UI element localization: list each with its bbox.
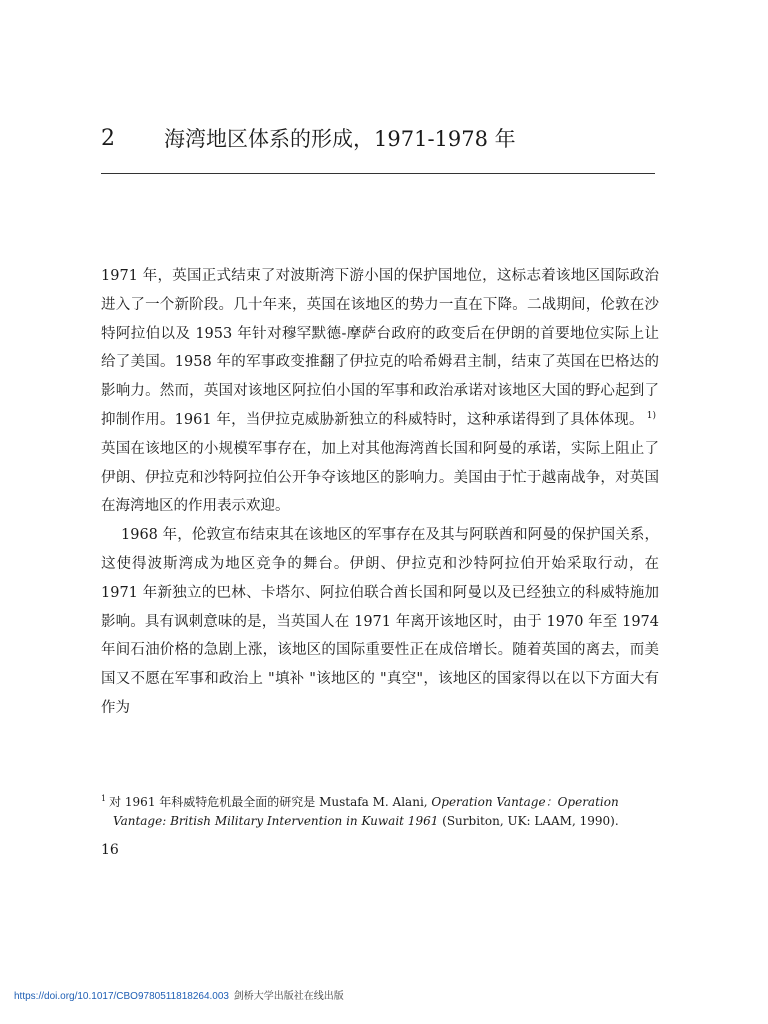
paragraph-2: 1968 年，伦敦宣布结束其在该地区的军事存在及其与阿联酋和阿曼的保护国关系，这使得波斯湾成为地区竞争的舞台。伊朗、伊拉克和沙特阿拉伯开始采取行动，在 1971 年新独立的巴林、卡塔尔、阿拉伯联合酋长国和阿曼以及已经独立的科威特施加影响。具有讽刺意味的是，当英国人在 1971 年离开该地区时，由于 1970 年至 1974 年间石油价格的急剧上涨，该地区的国际重要性正在成倍增长。随着英国的离去，而美国又不愿在军事和政治上 "填补 "该地区的 "真空"，该地区的国家得以在以下方面大有作为 xyxy=(101,527,659,716)
doi-link[interactable]: https://doi.org/10.1017/CBO9780511818264.003 xyxy=(14,991,229,1002)
footnote-text-1: 对 1961 年科威特危机最全面的研究是 Mustafa M. Alani, xyxy=(109,795,432,809)
page-number: 16 xyxy=(101,842,119,858)
paragraph-1 xyxy=(101,262,659,521)
footnote-line-2 xyxy=(101,812,661,831)
paragraph-1-text-b: 英国在该地区的小规模军事存在，加上对其他海湾酋长国和阿曼的承诺，实际上阻止了伊朗、伊拉克和沙特阿拉伯公开争夺该地区的影响力。美国由于忙于越南战争，对英国在海湾地区的作用表示欢迎。 xyxy=(101,440,659,515)
footnote-line-1 xyxy=(101,793,661,812)
body-text xyxy=(101,262,659,723)
footnote-marker: 1 xyxy=(101,794,107,803)
footnote-text-2: (Surbiton, UK: LAAM, 1990). xyxy=(438,814,619,828)
footnote xyxy=(101,793,661,831)
publisher-label: 剑桥大学出版社在线出版 xyxy=(233,991,344,1002)
footer xyxy=(14,990,344,1004)
paragraph-1-text-a: 1971 年，英国正式结束了对波斯湾下游小国的保护国地位，这标志着该地区国际政治进入了一个新阶段。几十年来，英国在该地区的势力一直在下降。二战期间，伦敦在沙特阿拉伯以及 1953 年针对穆罕默德-摩萨台政府的政变后在伊朗的首要地位实际上让给了美国。1958 年的军事政变推翻了伊拉克的哈希姆君主制，结束了英国在巴格达的影响力。然而，英国对该地区阿拉伯小国的军事和政治承诺对该地区大国的野心起到了抑制作用。1961 年，当伊拉克威胁新独立的科威特时，这种承诺得到了具体体现。 xyxy=(101,268,659,428)
footnote-italic-1: Operation Vantage：Operation xyxy=(431,795,619,809)
footnote-reference[interactable]: 1) xyxy=(646,411,656,422)
chapter-title: 海湾地区体系的形成，1971-1978 年 xyxy=(164,127,516,151)
footnote-italic-2: Vantage: British Military Intervention in Kuwait 1961 xyxy=(113,814,439,828)
chapter-header xyxy=(101,118,655,174)
chapter-number: 2 xyxy=(101,126,115,151)
